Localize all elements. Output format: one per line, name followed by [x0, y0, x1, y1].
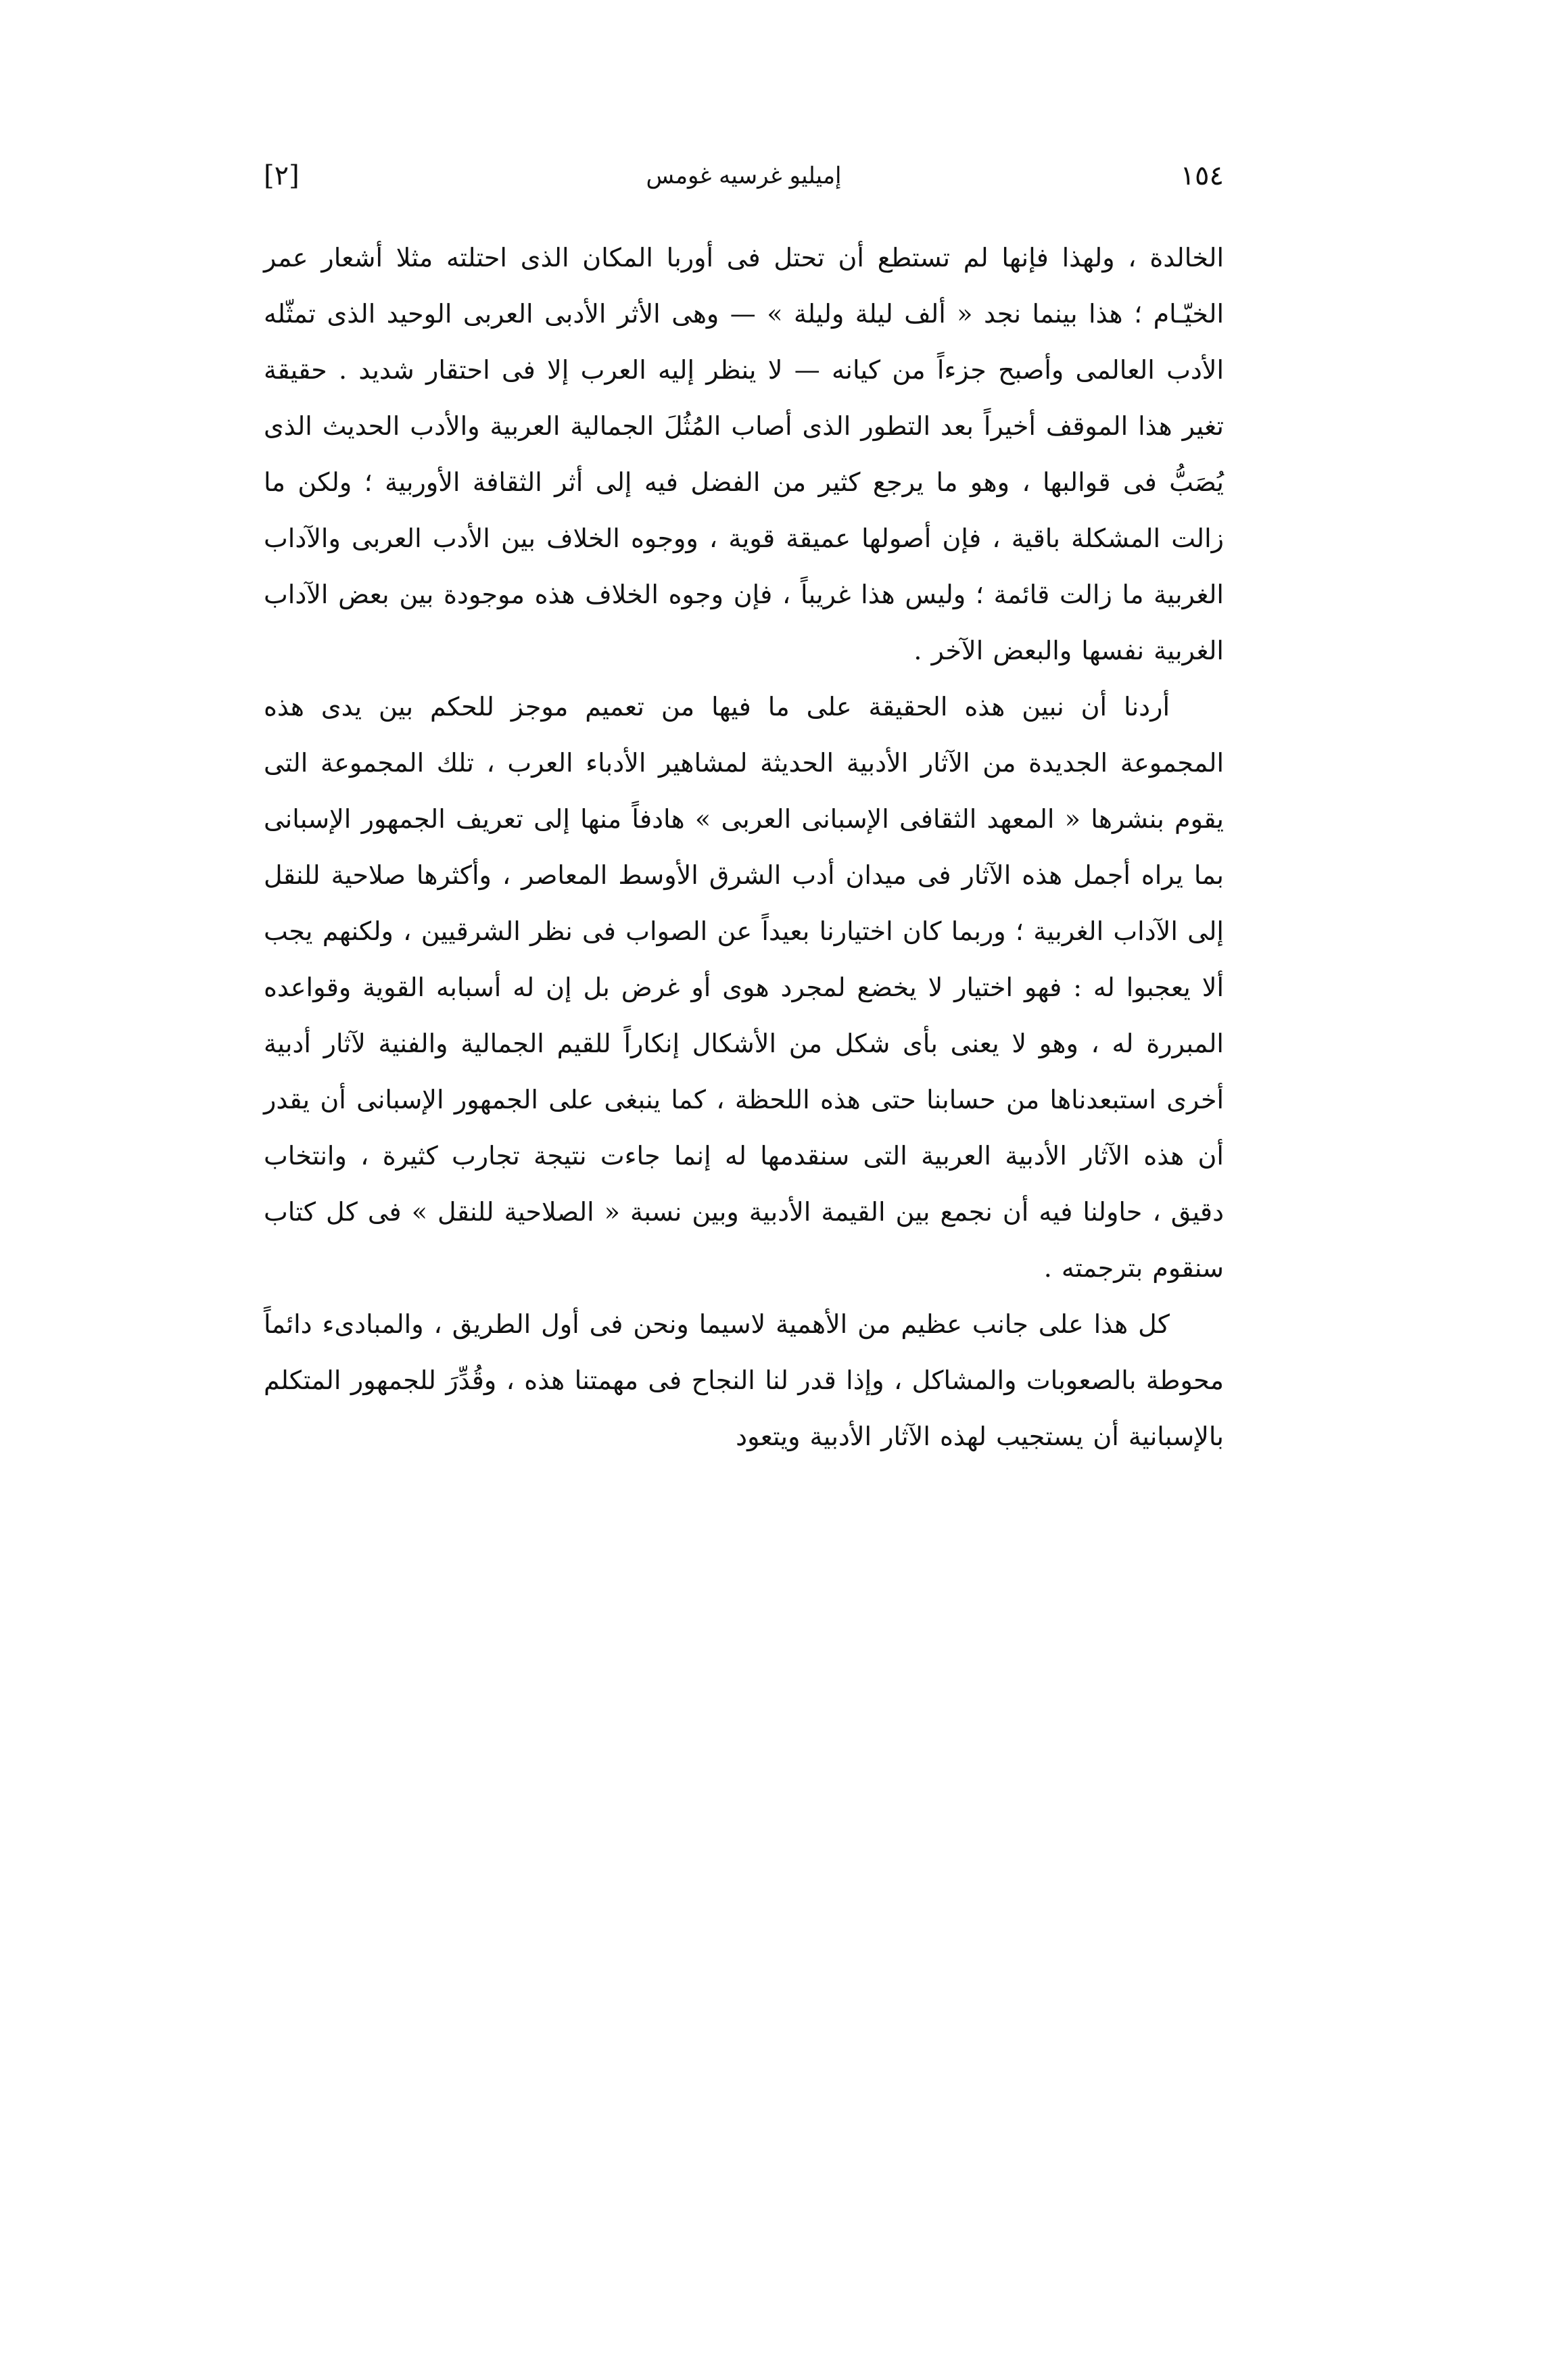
section-number: [٢] [264, 160, 300, 191]
running-title: إميليو غرسيه غومس [646, 162, 842, 189]
body-text [264, 230, 1224, 1465]
page-number: ١٥٤ [1180, 160, 1224, 191]
paragraph: الخالدة ، ولهذا فإنها لم تستطع أن تحتل فى أوربا المكان الذى احتلته مثلا أشعار عمر الخيّـام ؛ هذا بينما نجد « ألف ليلة وليلة » — وهى الأثر الأدبى العربى الوحيد الذى تمثّله الأدب العالمى وأصبح جزءاً من كيانه — لا ينظر إليه العرب إلا فى احتقار شديد . حقيقة تغير هذا الموقف أخيراً بعد التطور الذى أصاب المُثُلَ الجمالية العربية والأدب الحديث الذى يُصَبُّ فى قوالبها ، وهو ما يرجع كثير من الفضل فيه إلى أثر الثقافة الأوربية ؛ ولكن ما زالت المشكلة باقية ، فإن أصولها عميقة قوية ، ووجوه الخلاف بين الأدب العربى والآداب الغربية ما زالت قائمة ؛ وليس هذا غريباً ، فإن وجوه الخلاف هذه موجودة بين بعض الآداب الغربية نفسها والبعض الآخر . [264, 243, 1224, 665]
paragraph: أردنا أن نبين هذه الحقيقة على ما فيها من تعميم موجز للحكم بين يدى هذه المجموعة الجديدة من الآثار الأدبية الحديثة لمشاهير الأدباء العرب ، تلك المجموعة التى يقوم بنشرها « المعهد الثقافى الإسبانى العربى » هادفاً منها إلى تعريف الجمهور الإسبانى بما يراه أجمل هذه الآثار فى ميدان أدب الشرق الأوسط المعاصر ، وأكثرها صلاحية للنقل إلى الآداب الغربية ؛ وربما كان اختيارنا بعيداً عن الصواب فى نظر الشرقيين ، ولكنهم يجب ألا يعجبوا له : فهو اختيار لا يخضع لمجرد هوى أو غرض بل إن له أسبابه القوية وقواعده المبررة له ، وهو لا يعنى بأى شكل من الأشكال إنكاراً للقيم الجمالية والفنية لآثار أدبية أخرى استبعدناها من حسابنا حتى هذه اللحظة ، كما ينبغى على الجمهور الإسبانى أن يقدر أن هذه الآثار الأدبية العربية التى سنقدمها له إنما جاءت نتيجة تجارب كثيرة ، وانتخاب دقيق ، حاولنا فيه أن نجمع بين القيمة الأدبية وبين نسبة « الصلاحية للنقل » فى كل كتاب سنقوم بترجمته . [264, 692, 1224, 1283]
running-head [264, 156, 1224, 196]
paragraph: كل هذا على جانب عظيم من الأهمية لاسيما ونحن فى أول الطريق ، والمبادىء دائماً محوطة بالصعوبات والمشاكل ، وإذا قدر لنا النجاح فى مهمتنا هذه ، وقُدِّرَ للجمهور المتكلم بالإسبانية أن يستجيب لهذه الآثار الأدبية ويتعود [264, 1309, 1224, 1451]
